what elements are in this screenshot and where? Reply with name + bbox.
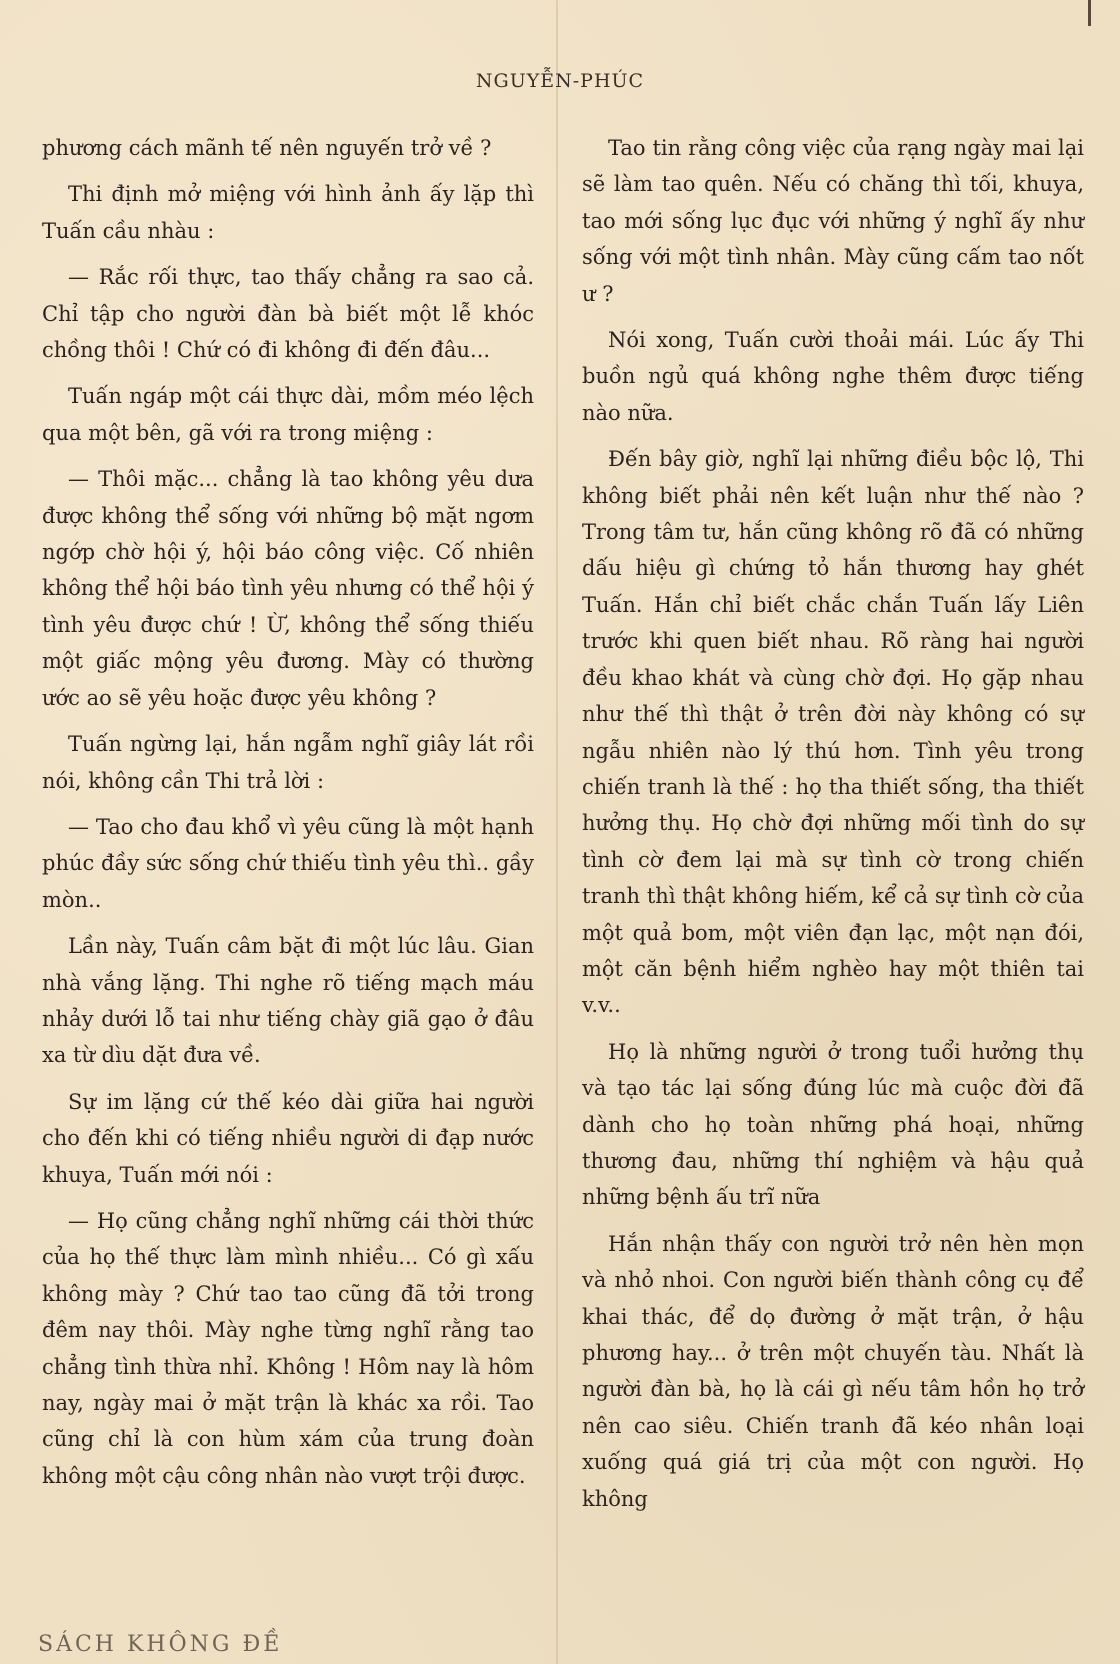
right-column [582, 130, 1084, 1527]
running-header: NGUYỄN-PHÚC [475, 70, 645, 92]
running-footer: SÁCH KHÔNG ĐỀ [38, 1632, 283, 1657]
paragraph: Tuấn ngáp một cái thực dài, mồm méo lệch qua một bên, gã với ra trong miệng : [42, 384, 534, 445]
page-crease [556, 0, 558, 1664]
edge-mark [1088, 0, 1091, 26]
paragraph: phương cách mãnh tế nên nguyến trở về ? [42, 136, 492, 160]
paragraph: Nói xong, Tuấn cười thoải mái. Lúc ấy Thi buồn ngủ quá không nghe thêm được tiếng nào nữa. [582, 328, 1084, 425]
paragraph: Sự im lặng cứ thế kéo dài giữa hai người cho đến khi có tiếng nhiều người di đạp nước khuya, Tuấn mới nói : [42, 1089, 534, 1187]
paragraph: Lần này, Tuấn câm bặt đi một lúc lâu. Gian nhà vắng lặng. Thi nghe rõ tiếng mạch máu nhảy dưới lỗ tai như tiếng chày giã gạo ở đâu xa từ dìu dặt đưa về. [42, 934, 534, 1068]
paragraph: Thi định mở miệng với hình ảnh ấy lặp thì Tuấn cầu nhàu : [42, 182, 534, 243]
paragraph: Đến bây giờ, nghĩ lại những điều bộc lộ, Thi không biết phải nên kết luận như thế nào ? Trong tâm tư, hắn cũng không rõ đã có những dấu hiệu gì chứng tỏ hắn thương hay ghét Tuấn. Hắn chỉ biết chắc chắn Tuấn lấy Liên trước khi quen biết nhau. Rõ ràng hai người đều khao khát và cùng chờ đợi. Họ gặp nhau như thế thì thật ở trên đời này không có sự ngẫu nhiên nào lý thú hơn. Tình yêu trong chiến tranh là thế : họ tha thiết sống, tha thiết hưởng thụ. Họ chờ đợi những mối tình do sự tình cờ đem lại mà sự tình cờ trong chiến tranh thì thật không hiếm, kể cả sự tình cờ của một quả bom, một viên đạn lạc, một nạn đói, một căn bệnh hiểm nghèo hay một thiên tai v.v.. [582, 447, 1084, 1018]
paragraph: — Rắc rối thực, tao thấy chẳng ra sao cả. Chỉ tập cho người đàn bà biết một lễ khóc chồng thôi ! Chứ có đi không đi đến đâu... [42, 265, 534, 363]
left-column [42, 130, 534, 1504]
paragraph: Tuấn ngừng lại, hắn ngẫm nghĩ giây lát rồi nói, không cần Thi trả lời : [42, 732, 534, 793]
paragraph: — Họ cũng chẳng nghĩ những cái thời thức của họ thế thực làm mình nhiều... Có gì xấu không mày ? Chứ tao tao cũng đã tởi trong đêm nay thôi. Mày nghe từng nghĩ rằng tao chẳng tình thừa nhỉ. Không ! Hôm nay là hôm nay, ngày mai ở mặt trận là khác xa rồi. Tao cũng chỉ là con hùm xám của trung đoàn không một cậu công nhân nào vượt trội được. [42, 1208, 534, 1488]
paragraph: — Thôi mặc... chẳng là tao không yêu dưa được không thể sống với những bộ mặt ngơm ngớp chờ hội ý, hội báo công việc. Cố nhiên không thể hội báo tình yêu nhưng có thể hội ý tình yêu được chứ ! Ừ, không thể sống thiếu một giấc mộng yêu đương. Mày có thường ước ao sẽ yêu hoặc được yêu không ? [42, 467, 534, 710]
paragraph: Họ là những người ở trong tuổi hưởng thụ và tạo tác lại sống đúng lúc mà cuộc đời đã dành cho họ toàn những phá hoại, những thương đau, những thí nghiệm và hậu quả những bệnh ấu trĩ nữa [582, 1039, 1084, 1210]
paragraph: Tao tin rằng công việc của rạng ngày mai lại sẽ làm tao quên. Nếu có chăng thì tối, khuya, tao mới sống lục đục với những ý nghĩ ấy như sống với một tình nhân. Mày cũng cấm tao nốt ư ? [582, 136, 1084, 306]
paragraph: Hắn nhận thấy con người trở nên hèn mọn và nhỏ nhoi. Con người biến thành công cụ để khai thác, để dọ đường ở mặt trận, ở hậu phương hay... ở trên một chuyến tàu. Nhất là người đàn bà, họ là cái gì nếu tâm hồn họ trở nên cao siêu. Chiến tranh đã kéo nhân loại xuống quá giá trị của một con người. Họ không [582, 1231, 1084, 1511]
paragraph: — Tao cho đau khổ vì yêu cũng là một hạnh phúc đầy sức sống chứ thiếu tình yêu thì.. gầy mòn.. [42, 814, 534, 912]
